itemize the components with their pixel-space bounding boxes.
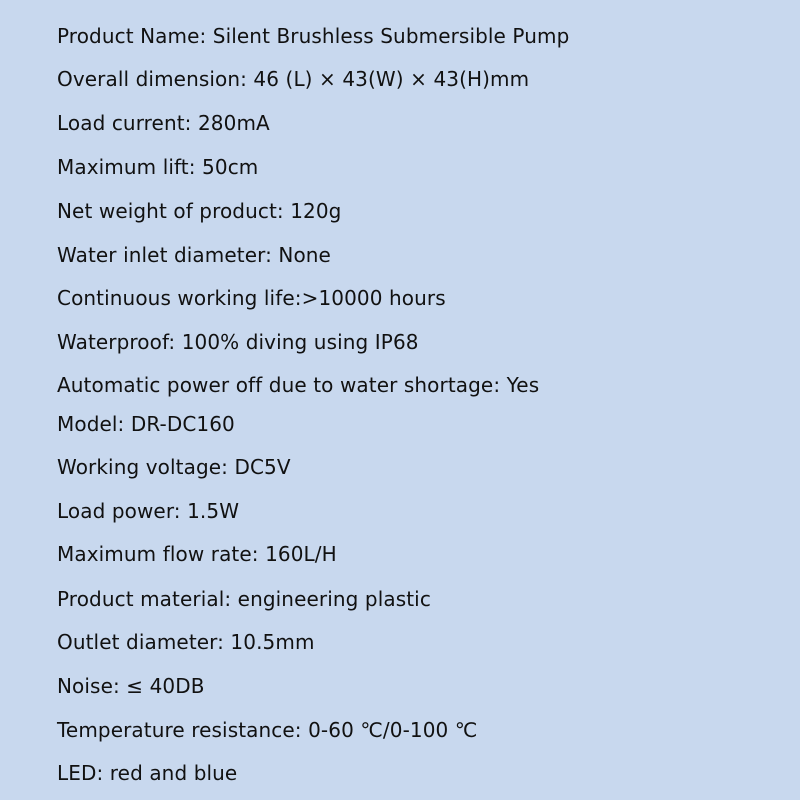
spec-list — [57, 0, 777, 800]
spec-line-net-weight: Net weight of product: 120g — [57, 199, 342, 223]
spec-line-overall-dimension: Overall dimension: 46 (L) × 43(W) × 43(H)mm — [57, 67, 530, 91]
spec-line-maximum-lift: Maximum lift: 50cm — [57, 155, 259, 179]
spec-line-model: Model: DR-DC160 — [57, 412, 235, 436]
spec-line-auto-power-off: Automatic power off due to water shortage: Yes — [57, 373, 540, 397]
spec-line-load-current: Load current: 280mA — [57, 111, 270, 135]
spec-line-working-life: Continuous working life:>10000 hours — [57, 286, 446, 310]
spec-line-maximum-flow-rate: Maximum flow rate: 160L/H — [57, 542, 337, 566]
spec-line-water-inlet-diameter: Water inlet diameter: None — [57, 243, 331, 267]
spec-line-product-material: Product material: engineering plastic — [57, 587, 431, 611]
spec-line-noise: Noise: ≤ 40DB — [57, 674, 205, 698]
spec-line-load-power: Load power: 1.5W — [57, 499, 240, 523]
spec-line-working-voltage: Working voltage: DC5V — [57, 455, 291, 479]
spec-line-outlet-diameter: Outlet diameter: 10.5mm — [57, 630, 315, 654]
spec-line-waterproof: Waterproof: 100% diving using IP68 — [57, 330, 419, 354]
spec-line-led: LED: red and blue — [57, 761, 238, 785]
spec-line-product-name: Product Name: Silent Brushless Submersible Pump — [57, 24, 570, 48]
spec-line-temperature-resistance: Temperature resistance: 0-60 ℃/0-100 ℃ — [57, 718, 478, 742]
